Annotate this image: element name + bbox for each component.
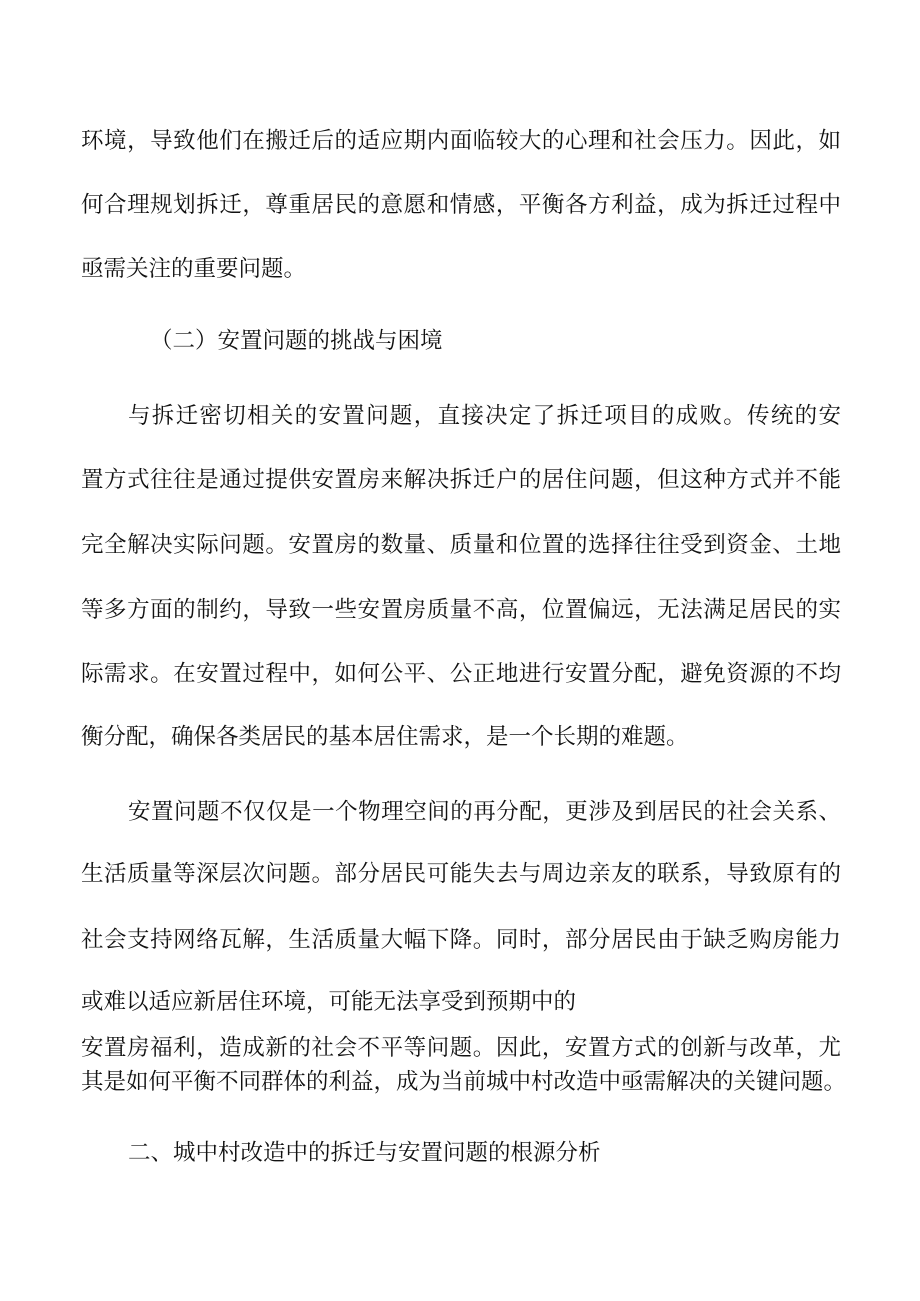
paragraph-line: 安置问题不仅仅是一个物理空间的再分配，更涉及到居民的社会关系、 [128, 799, 841, 825]
paragraph-line: 社会支持网络瓦解，生活质量大幅下降。同时，部分居民由于缺乏购房能力 [81, 927, 841, 953]
paragraph-line: 与拆迁密切相关的安置问题，直接决定了拆迁项目的成败。传统的安 [128, 403, 841, 429]
paragraph-line: 其是如何平衡不同群体的利益，成为当前城中村改造中亟需解决的关键问题。 [81, 1069, 847, 1095]
paragraph-line: 环境，导致他们在搬迁后的适应期内面临较大的心理和社会压力。因此，如 [81, 128, 841, 154]
section-heading: （二）安置问题的挑战与困境 [150, 328, 443, 354]
paragraph-line: 衡分配，确保各类居民的基本居住需求，是一个长期的难题。 [81, 724, 689, 750]
paragraph-line: 或难以适应新居住环境，可能无法享受到预期中的 [81, 989, 577, 1015]
paragraph-line: 完全解决实际问题。安置房的数量、质量和位置的选择往往受到资金、土地 [81, 532, 841, 558]
paragraph-line: 置方式往往是通过提供安置房来解决拆迁户的居住问题，但这种方式并不能 [81, 467, 841, 493]
paragraph-line: 何合理规划拆迁，尊重居民的意愿和情感，平衡各方利益，成为拆迁过程中 [81, 192, 841, 218]
paragraph-line: 亟需关注的重要问题。 [81, 256, 307, 282]
paragraph-line: 生活质量等深层次问题。部分居民可能失去与周边亲友的联系，导致原有的 [81, 861, 841, 887]
paragraph-line: 际需求。在安置过程中，如何公平、公正地进行安置分配，避免资源的不均 [81, 661, 841, 687]
paragraph-line: 等多方面的制约，导致一些安置房质量不高，位置偏远，无法满足居民的实 [81, 597, 841, 623]
paragraph-line: 安置房福利，造成新的社会不平等问题。因此，安置方式的创新与改革，尤 [81, 1035, 841, 1061]
section-heading: 二、城中村改造中的拆迁与安置问题的根源分析 [128, 1140, 601, 1166]
